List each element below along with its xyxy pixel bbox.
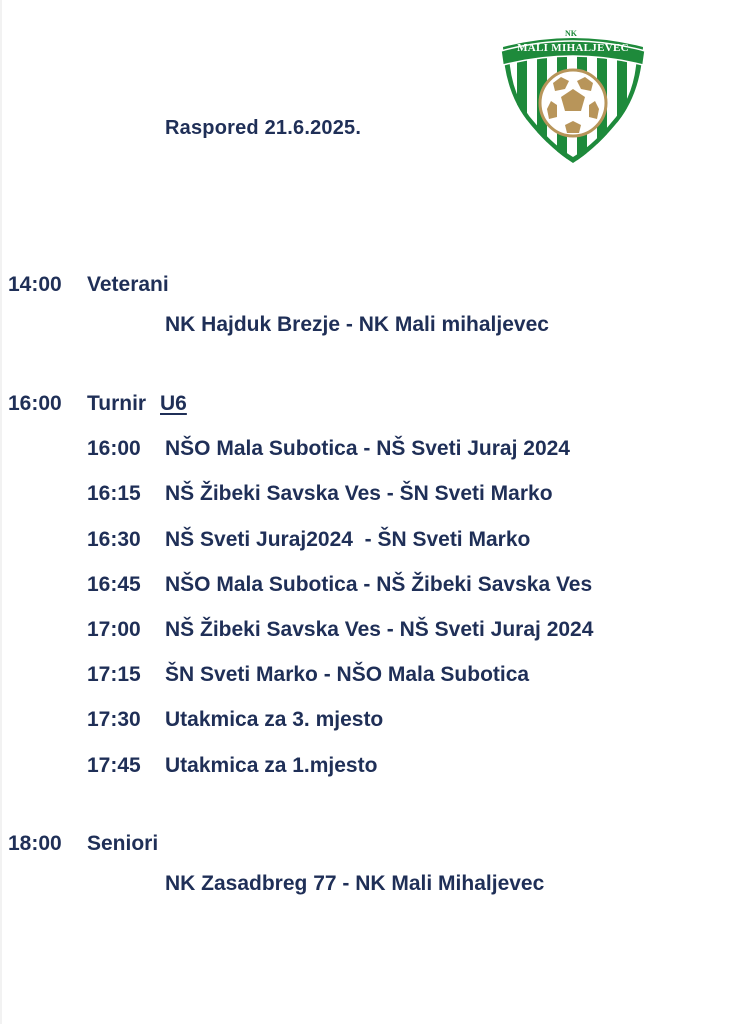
game-time: 16:30: [87, 528, 141, 551]
game-match: NŠO Mala Subotica - NŠ Sveti Juraj 2024: [165, 437, 570, 460]
game-time: 16:15: [87, 482, 141, 505]
game-match: Utakmica za 3. mjesto: [165, 708, 384, 731]
turnir-label: Turnir: [87, 392, 147, 415]
game-time: 17:30: [87, 708, 141, 731]
game-time: 16:45: [87, 573, 141, 596]
game-match: Utakmica za 1.mjesto: [165, 754, 378, 777]
game-match: NŠO Mala Subotica - NŠ Žibeki Savska Ves: [165, 573, 593, 596]
seniori-match: NK Zasadbreg 77 - NK Mali Mihaljevec: [165, 872, 545, 895]
game-match: NŠ Žibeki Savska Ves - ŠN Sveti Marko: [165, 482, 553, 505]
game-time: 16:00: [87, 437, 141, 460]
game-match: NŠ Žibeki Savska Ves - NŠ Sveti Juraj 2024: [165, 618, 594, 641]
club-crest-logo: [495, 25, 651, 165]
veterani-match: NK Hajduk Brezje - NK Mali mihaljevec: [165, 313, 549, 336]
crest-club-name: MALI MIHALJEVEC: [517, 42, 629, 54]
game-match: NŠ Sveti Juraj2024 - ŠN Sveti Marko: [165, 528, 531, 551]
game-time: 17:45: [87, 754, 141, 777]
seniori-time: 18:00: [8, 832, 62, 855]
game-match: ŠN Sveti Marko - NŠO Mala Subotica: [165, 663, 530, 686]
veterani-time: 14:00: [8, 273, 62, 296]
page-title: Raspored 21.6.2025.: [165, 117, 362, 139]
turnir-time: 16:00: [8, 392, 62, 415]
seniori-label: Seniori: [87, 832, 159, 855]
veterani-label: Veterani: [87, 273, 169, 296]
game-time: 17:00: [87, 618, 141, 641]
game-time: 17:15: [87, 663, 141, 686]
turnir-category: U6: [160, 392, 187, 415]
page-edge: [0, 0, 2, 1024]
crest-nk-text: NK: [565, 29, 577, 38]
